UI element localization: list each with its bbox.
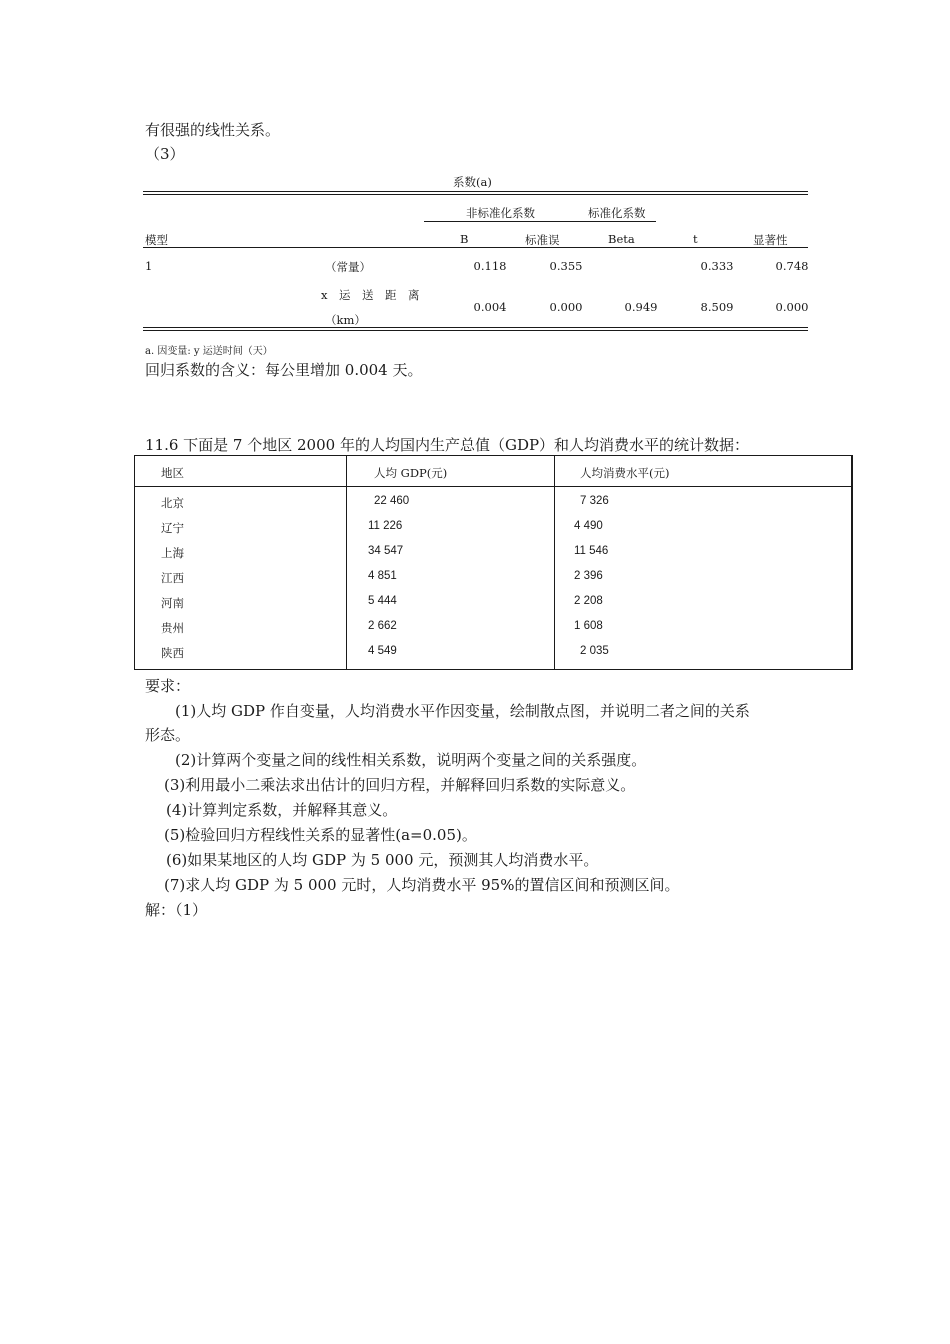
gdp-cell: 34 547 <box>368 545 404 557</box>
region-cell: 辽宁 <box>161 521 184 535</box>
problem-title: 11.6 下面是 7 个地区 2000 年的人均国内生产总值（GDP）和人均消费水平的统计数据： <box>145 436 750 454</box>
requirement-item: (4)计算判定系数，并解释其意义。 <box>166 801 398 819</box>
coef-header-rule <box>143 247 808 248</box>
consumption-cell: 2 208 <box>574 595 603 607</box>
coef-header-beta: Beta <box>608 232 635 246</box>
consumption-cell: 2 396 <box>574 570 603 582</box>
coef-row-name: （常量） <box>325 260 371 274</box>
region-cell: 上海 <box>161 546 184 560</box>
consumption-cell: 7 326 <box>580 495 609 507</box>
coef-group-rule <box>424 221 656 222</box>
coef-group-unstd: 非标准化系数 <box>466 206 535 220</box>
data-table-col-divider-1 <box>346 455 347 670</box>
coefficient-meaning: 回归系数的含义：每公里增加 0.004 天。 <box>145 361 423 379</box>
gdp-cell: 22 460 <box>374 495 410 507</box>
coef-header-t: t <box>693 232 698 246</box>
requirement-item: (7)求人均 GDP 为 5 000 元时，人均消费水平 95%的置信区间和预测区间。 <box>164 876 680 894</box>
region-cell: 贵州 <box>161 621 184 635</box>
coef-row-model: 1 <box>145 259 153 273</box>
data-table-top-border <box>134 455 852 456</box>
intro-line-1: 有很强的线性关系。 <box>145 121 281 139</box>
coef-header-model: 模型 <box>145 233 168 247</box>
coef-row-sig: 0.748 <box>775 259 809 273</box>
gdp-cell: 4 851 <box>368 570 397 582</box>
data-table-right-border <box>851 455 853 670</box>
requirement-item: (5)检验回归方程线性关系的显著性(a=0.05)。 <box>164 826 477 844</box>
requirements-heading: 要求： <box>145 677 191 695</box>
region-cell: 江西 <box>161 571 184 585</box>
coef-top-rule-1 <box>143 191 808 192</box>
data-header-consumption: 人均消费水平(元) <box>580 466 670 480</box>
coef-header-se: 标准误 <box>525 233 560 247</box>
region-cell: 北京 <box>161 496 184 510</box>
coef-bottom-rule-2 <box>143 330 808 331</box>
data-header-region: 地区 <box>161 466 184 480</box>
gdp-cell: 5 444 <box>368 595 397 607</box>
intro-line-2: （3） <box>145 145 185 163</box>
requirement-item-continued: 形态。 <box>145 726 191 744</box>
consumption-cell: 11 546 <box>574 545 609 557</box>
coef-row-se: 0.000 <box>549 300 583 314</box>
coef-row-sig: 0.000 <box>775 300 809 314</box>
coef-row-se: 0.355 <box>549 259 583 273</box>
coef-row-name: x 运 送 距 离 <box>321 288 420 302</box>
coef-header-sig: 显著性 <box>753 233 788 247</box>
coef-row-name-unit: （km） <box>325 313 366 327</box>
region-cell: 河南 <box>161 596 184 610</box>
requirement-item: (6)如果某地区的人均 GDP 为 5 000 元，预测其人均消费水平。 <box>166 851 599 869</box>
solution-start: 解：（1） <box>145 901 208 919</box>
region-cell: 陕西 <box>161 646 184 660</box>
coef-row-b: 0.004 <box>473 300 507 314</box>
data-table-col-divider-2 <box>554 455 555 670</box>
consumption-cell: 1 608 <box>574 620 603 632</box>
gdp-cell: 2 662 <box>368 620 397 632</box>
coef-header-b: B <box>460 232 469 246</box>
coef-group-std: 标准化系数 <box>588 206 646 220</box>
coef-table-title: 系数(a) <box>453 175 492 189</box>
coef-row-b: 0.118 <box>473 259 507 273</box>
consumption-cell: 4 490 <box>574 520 603 532</box>
coef-row-t: 8.509 <box>700 300 734 314</box>
coef-top-rule-2 <box>143 194 808 195</box>
data-header-gdp: 人均 GDP(元) <box>374 466 448 480</box>
requirement-item: (3)利用最小二乘法求出估计的回归方程，并解释回归系数的实际意义。 <box>164 776 636 794</box>
requirement-item: (2)计算两个变量之间的线性相关系数，说明两个变量之间的关系强度。 <box>175 751 647 769</box>
data-table-left-border <box>134 455 135 670</box>
data-table-bottom-border <box>134 669 852 670</box>
gdp-cell: 4 549 <box>368 645 397 657</box>
coef-footnote: a. 因变量: y 运送时间（天） <box>145 346 273 357</box>
gdp-cell: 11 226 <box>368 520 403 532</box>
coef-bottom-rule-1 <box>143 327 808 328</box>
requirement-item: (1)人均 GDP 作自变量，人均消费水平作因变量，绘制散点图，并说明二者之间的关系 <box>175 702 750 720</box>
data-table-header-border <box>134 486 852 487</box>
coef-row-beta: 0.949 <box>624 300 658 314</box>
consumption-cell: 2 035 <box>580 645 609 657</box>
coef-row-t: 0.333 <box>700 259 734 273</box>
